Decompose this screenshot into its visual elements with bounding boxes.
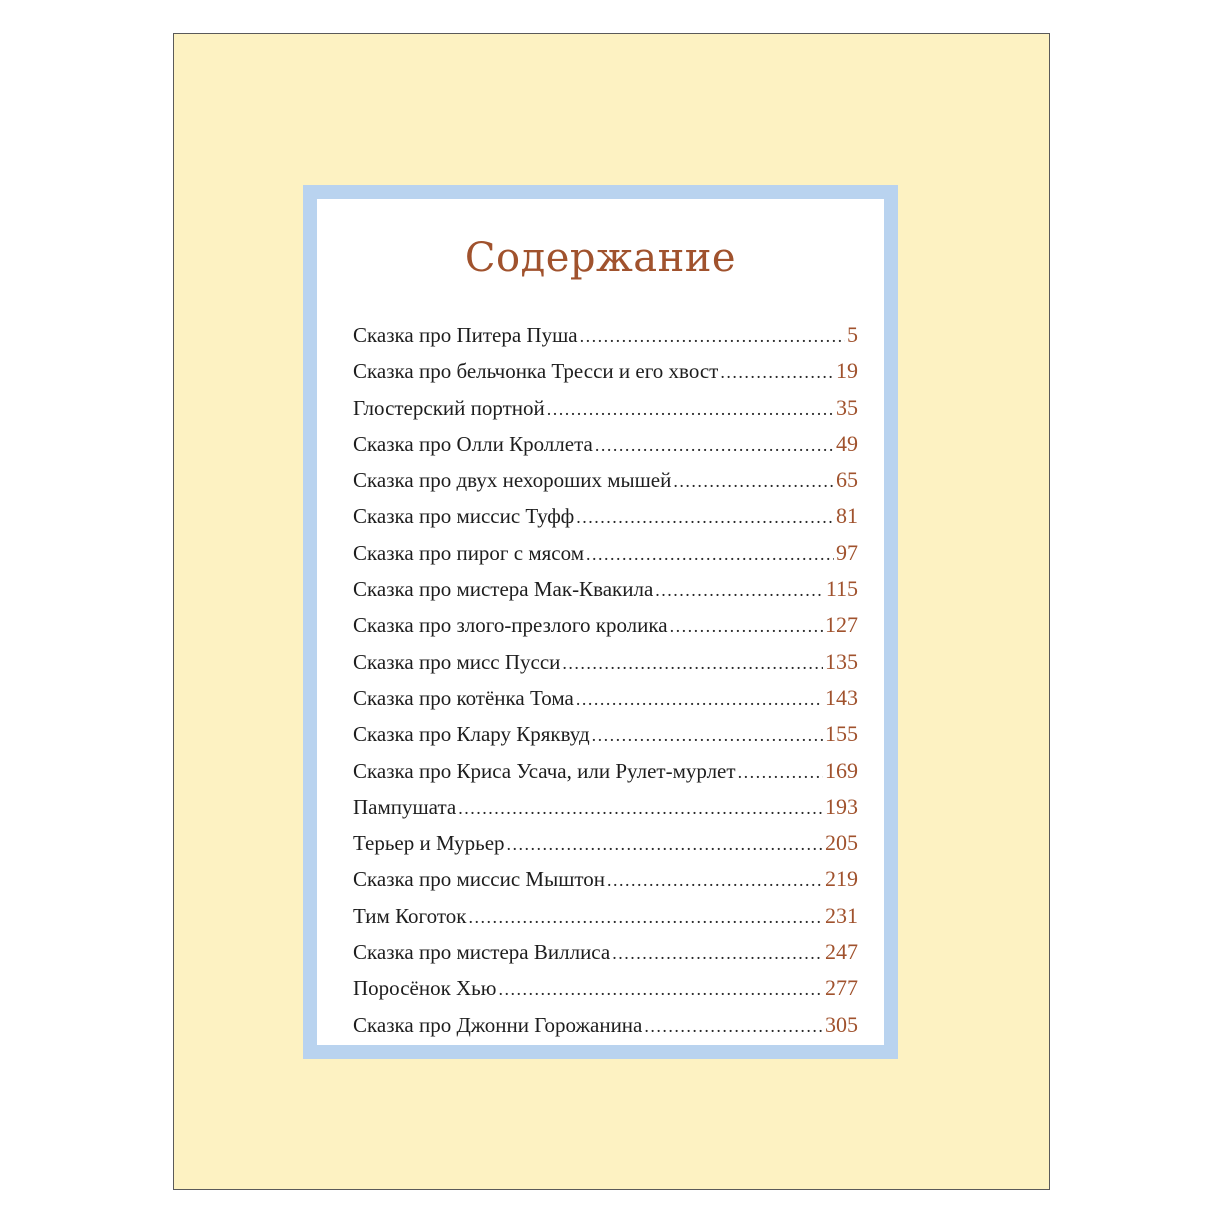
toc-entry-page: 219 bbox=[825, 866, 858, 892]
toc-entry bbox=[353, 395, 858, 431]
toc-entry-title: Сказка про мистера Мак-Квакила bbox=[353, 577, 654, 602]
toc-entry bbox=[353, 576, 858, 612]
dot-leader bbox=[592, 725, 823, 746]
dot-leader bbox=[468, 907, 823, 928]
toc-entry-title: Терьер и Мурьер bbox=[353, 831, 505, 856]
toc-entry-page: 5 bbox=[847, 322, 858, 347]
toc-entry-page: 127 bbox=[825, 612, 858, 638]
toc-entry bbox=[353, 322, 858, 358]
dot-leader bbox=[612, 943, 823, 964]
toc-frame bbox=[303, 185, 898, 1059]
toc-entry-title: Сказка про котёнка Тома bbox=[353, 685, 574, 710]
dot-leader bbox=[607, 870, 823, 891]
toc-list bbox=[353, 322, 858, 1048]
toc-entry-title: Сказка про Клару Кряквуд bbox=[353, 722, 590, 747]
dot-leader bbox=[562, 653, 823, 674]
toc-entry bbox=[353, 903, 858, 939]
toc-entry-page: 169 bbox=[825, 757, 858, 783]
toc-entry-page: 247 bbox=[825, 939, 858, 965]
dot-leader bbox=[576, 507, 834, 528]
toc-entry-title: Глостерский портной bbox=[353, 395, 545, 420]
dot-leader bbox=[498, 979, 823, 1000]
toc-entry-page: 305 bbox=[825, 1011, 858, 1037]
toc-entry-page: 35 bbox=[836, 394, 858, 420]
toc-entry-title: Пампушата bbox=[353, 794, 457, 819]
toc-entry-page: 277 bbox=[825, 975, 858, 1001]
toc-entry-title: Сказка про двух нехороших мышей bbox=[353, 468, 672, 493]
toc-entry-page: 19 bbox=[836, 358, 858, 384]
toc-entry-title: Поросёнок Хью bbox=[353, 976, 497, 1001]
toc-entry bbox=[353, 758, 858, 794]
toc-entry-title: Тим Коготок bbox=[353, 903, 467, 928]
toc-entry bbox=[353, 830, 858, 866]
dot-leader bbox=[720, 362, 834, 383]
toc-entry-title: Сказка про пирог с мясом bbox=[353, 540, 585, 565]
toc-entry-page: 115 bbox=[825, 576, 858, 602]
toc-entry-title: Сказка про миссис Туфф bbox=[353, 504, 575, 529]
toc-entry bbox=[353, 975, 858, 1011]
toc-entry-page: 97 bbox=[836, 539, 858, 565]
dot-leader bbox=[644, 1016, 823, 1037]
toc-entry bbox=[353, 612, 858, 648]
toc-entry-page: 231 bbox=[825, 902, 858, 928]
toc-entry-title: Сказка про мистера Виллиса bbox=[353, 940, 611, 965]
dot-leader bbox=[547, 399, 834, 420]
toc-entry bbox=[353, 358, 858, 394]
toc-panel bbox=[317, 199, 884, 1045]
toc-entry-page: 143 bbox=[825, 684, 858, 710]
toc-entry bbox=[353, 721, 858, 757]
dot-leader bbox=[595, 435, 834, 456]
toc-entry bbox=[353, 794, 858, 830]
dot-leader bbox=[673, 471, 834, 492]
toc-entry bbox=[353, 431, 858, 467]
toc-entry bbox=[353, 503, 858, 539]
toc-entry-page: 65 bbox=[836, 467, 858, 493]
toc-entry bbox=[353, 685, 858, 721]
dot-leader bbox=[655, 580, 824, 601]
toc-entry-page: 135 bbox=[825, 648, 858, 674]
toc-entry-page: 81 bbox=[836, 503, 858, 529]
toc-entry bbox=[353, 540, 858, 576]
dot-leader bbox=[670, 616, 823, 637]
toc-entry-title: Сказка про бельчонка Тресси и его хвост bbox=[353, 359, 719, 384]
dot-leader bbox=[586, 544, 834, 565]
toc-entry-title: Сказка про миссис Мыштон bbox=[353, 867, 606, 892]
toc-entry bbox=[353, 939, 858, 975]
toc-entry bbox=[353, 467, 858, 503]
toc-entry-title: Сказка про Питера Пуша bbox=[353, 323, 578, 347]
toc-entry-page: 193 bbox=[825, 793, 858, 819]
dot-leader bbox=[738, 762, 823, 783]
toc-entry bbox=[353, 649, 858, 685]
toc-entry-title: Сказка про злого-презлого кролика bbox=[353, 613, 668, 638]
toc-entry-title: Сказка про Олли Кроллета bbox=[353, 431, 593, 456]
dot-leader bbox=[458, 798, 823, 819]
toc-entry-page: 49 bbox=[836, 430, 858, 456]
toc-entry-page: 205 bbox=[825, 830, 858, 856]
dot-leader bbox=[507, 834, 823, 855]
toc-entry-page: 155 bbox=[825, 721, 858, 747]
toc-entry-title: Сказка про Джонни Горожанина bbox=[353, 1012, 643, 1037]
toc-entry-title: Сказка про Криса Усача, или Рулет-мурлет bbox=[353, 758, 736, 783]
dot-leader bbox=[580, 326, 845, 347]
toc-entry bbox=[353, 866, 858, 902]
dot-leader bbox=[576, 689, 823, 710]
toc-title: Содержание bbox=[464, 235, 737, 281]
toc-entry-title: Сказка про мисс Пусси bbox=[353, 649, 561, 674]
toc-entry bbox=[353, 1012, 858, 1048]
